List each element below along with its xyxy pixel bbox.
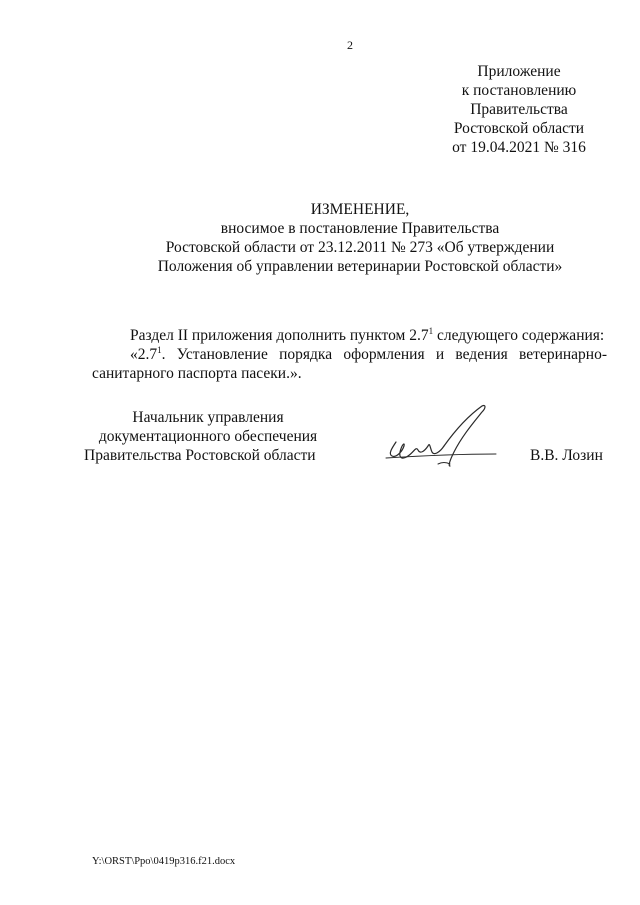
appendix-header bbox=[440, 62, 598, 157]
appendix-line: Приложение bbox=[477, 63, 561, 80]
signer-name: В.В. Лозин bbox=[530, 447, 603, 464]
page-number: 2 bbox=[347, 38, 353, 52]
appendix-line: Правительства bbox=[470, 101, 568, 118]
file-path-footer: Y:\ORST\Ppo\0419p316.f21.docx bbox=[92, 856, 236, 867]
body-paragraph-2 bbox=[92, 345, 607, 383]
title-line: Ростовской области от 23.12.2011 № 273 «Об утверждении bbox=[165, 239, 555, 256]
signer-line: документационного обеспечения bbox=[98, 428, 318, 445]
title-line: вносимое в постановление Правительства bbox=[220, 220, 500, 237]
signer-position bbox=[78, 408, 338, 465]
appendix-line: Ростовской области bbox=[453, 120, 585, 137]
signer-line: Правительства Ростовской области bbox=[84, 447, 316, 464]
appendix-date-number: от 19.04.2021 № 316 bbox=[452, 139, 586, 156]
appendix-line: к постановлению bbox=[461, 82, 577, 99]
para1-text: Раздел II приложения дополнить пунктом 2.7 bbox=[130, 327, 429, 344]
document-title bbox=[140, 200, 580, 276]
document-body bbox=[92, 326, 607, 383]
signer-line: Начальник управления bbox=[132, 409, 284, 426]
handwritten-signature bbox=[378, 402, 498, 474]
para2-text-end: . Установление порядка оформления и ведения ветеринарно-санитарного паспорта пасеки.». bbox=[92, 346, 607, 382]
para1-text-end: следующего содержания: bbox=[433, 327, 605, 344]
para2-superscript: 1 bbox=[157, 344, 162, 355]
title-line: Положения об управлении ветеринарии Ростовской области» bbox=[157, 258, 563, 275]
para2-text: «2.7 bbox=[130, 346, 158, 363]
para1-superscript: 1 bbox=[428, 325, 434, 336]
title-heading: ИЗМЕНЕНИЕ, bbox=[310, 201, 410, 218]
body-paragraph-1 bbox=[92, 326, 607, 345]
